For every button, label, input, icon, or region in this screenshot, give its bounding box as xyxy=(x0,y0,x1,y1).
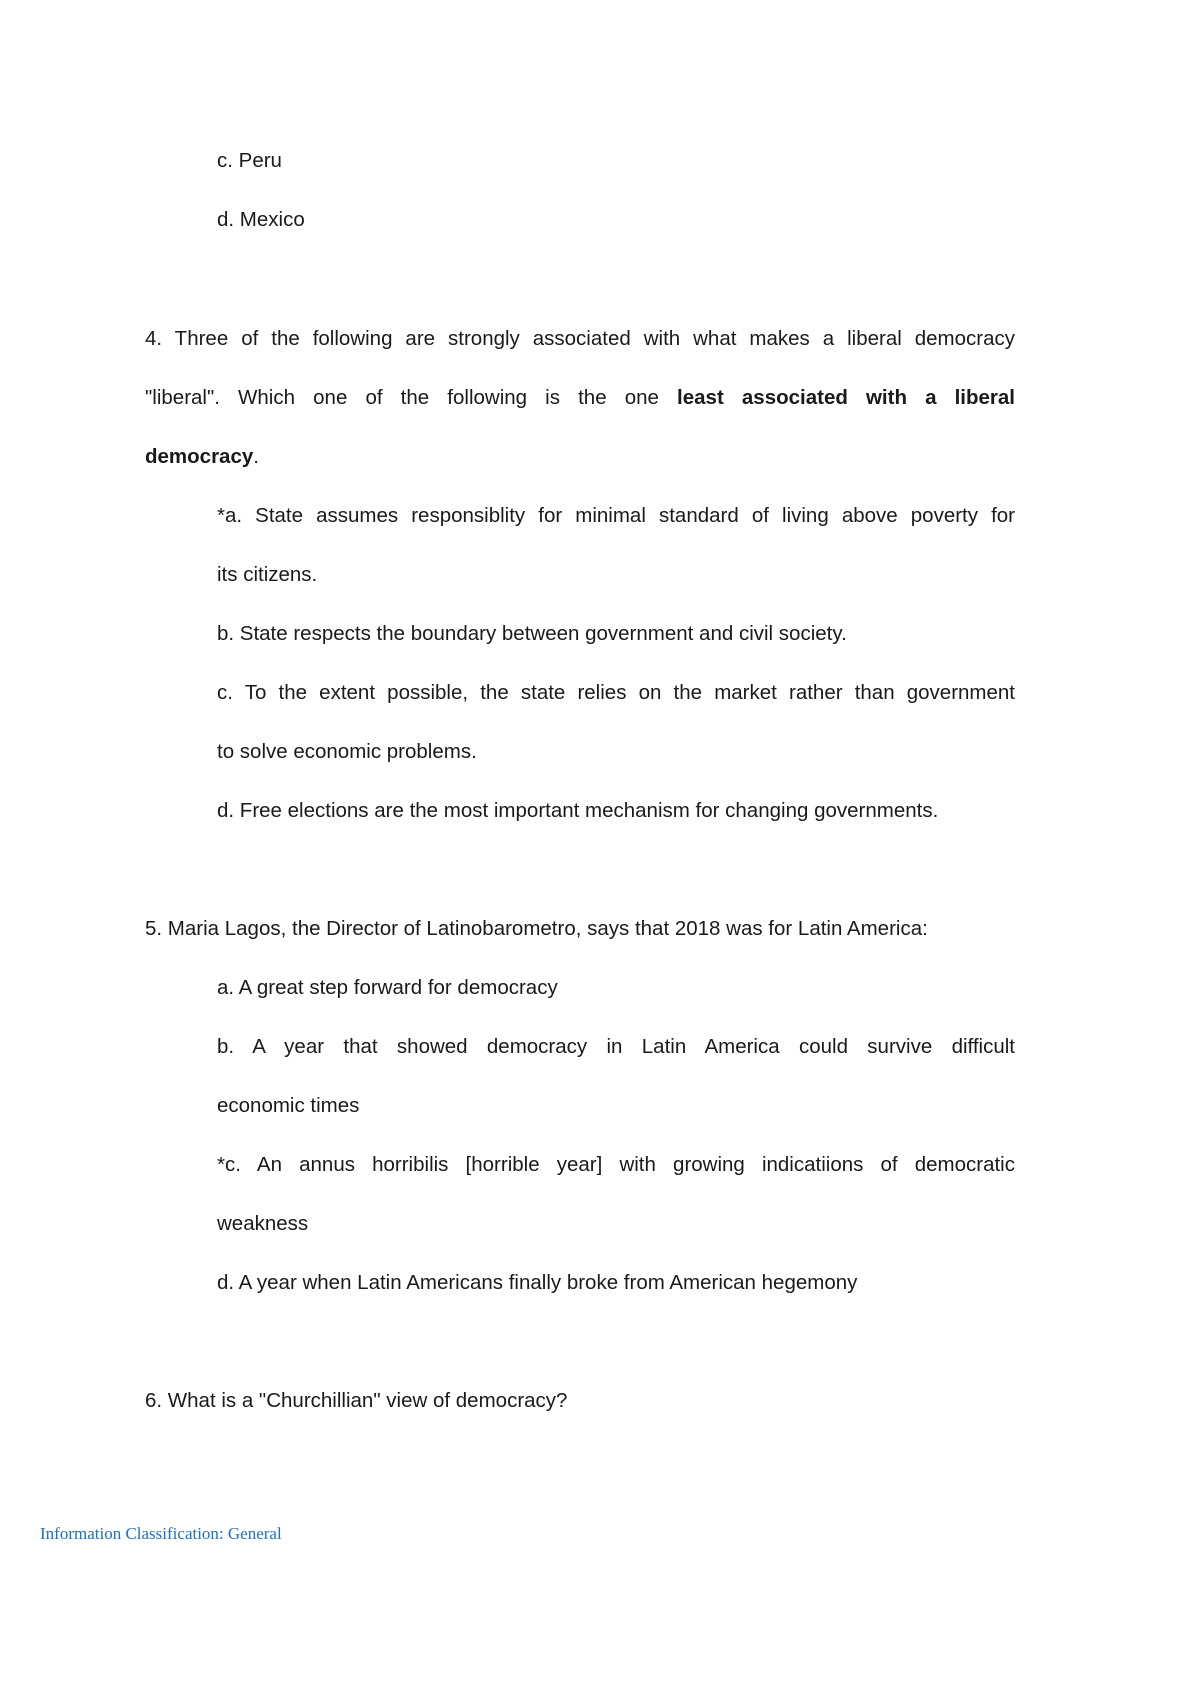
question-4-option-b: b. State respects the boundary between government and civil society. xyxy=(217,622,847,645)
question-4-emphasis-end: democracy xyxy=(145,445,254,468)
information-classification-footer: Information Classification: General xyxy=(40,1524,282,1543)
question-5-option-b-line-2: economic times xyxy=(217,1094,360,1117)
question-4-option-d: d. Free elections are the most important mechanism for changing governments. xyxy=(217,799,939,822)
option-c-peru: c. Peru xyxy=(217,149,282,172)
question-4-line-1: 4. Three of the following are strongly associated with what makes a liberal democracy xyxy=(145,327,1015,350)
question-5-option-b-line-1: b. A year that showed democracy in Latin America could survive difficult xyxy=(217,1035,1015,1058)
question-5-option-c-line-2: weakness xyxy=(217,1212,309,1235)
question-6: 6. What is a "Churchillian" view of democracy? xyxy=(145,1389,568,1412)
question-5-option-d: d. A year when Latin Americans finally broke from American hegemony xyxy=(217,1271,858,1294)
question-4-text: "liberal". Which one of the following is the one xyxy=(145,386,678,409)
option-d-mexico: d. Mexico xyxy=(217,208,305,231)
question-4-option-a-line-1: *a. State assumes responsiblity for minimal standard of living above poverty for xyxy=(217,504,1015,527)
question-4-option-c-line-2: to solve economic problems. xyxy=(217,740,477,763)
question-4-option-a-line-2: its citizens. xyxy=(217,563,318,586)
question-5-option-a: a. A great step forward for democracy xyxy=(217,976,558,999)
question-4-option-c-line-1: c. To the extent possible, the state relies on the market rather than government xyxy=(217,681,1015,704)
question-5: 5. Maria Lagos, the Director of Latinobarometro, says that 2018 was for Latin America: xyxy=(145,917,928,940)
question-4-line-2 xyxy=(145,385,1015,411)
question-4-emphasis: least associated with a liberal xyxy=(677,386,1016,409)
question-5-option-c-line-1: *c. An annus horribilis [horrible year] with growing indicatiions of democratic xyxy=(217,1153,1015,1176)
question-4-line-3 xyxy=(145,444,1015,470)
question-4-period: . xyxy=(253,445,259,468)
